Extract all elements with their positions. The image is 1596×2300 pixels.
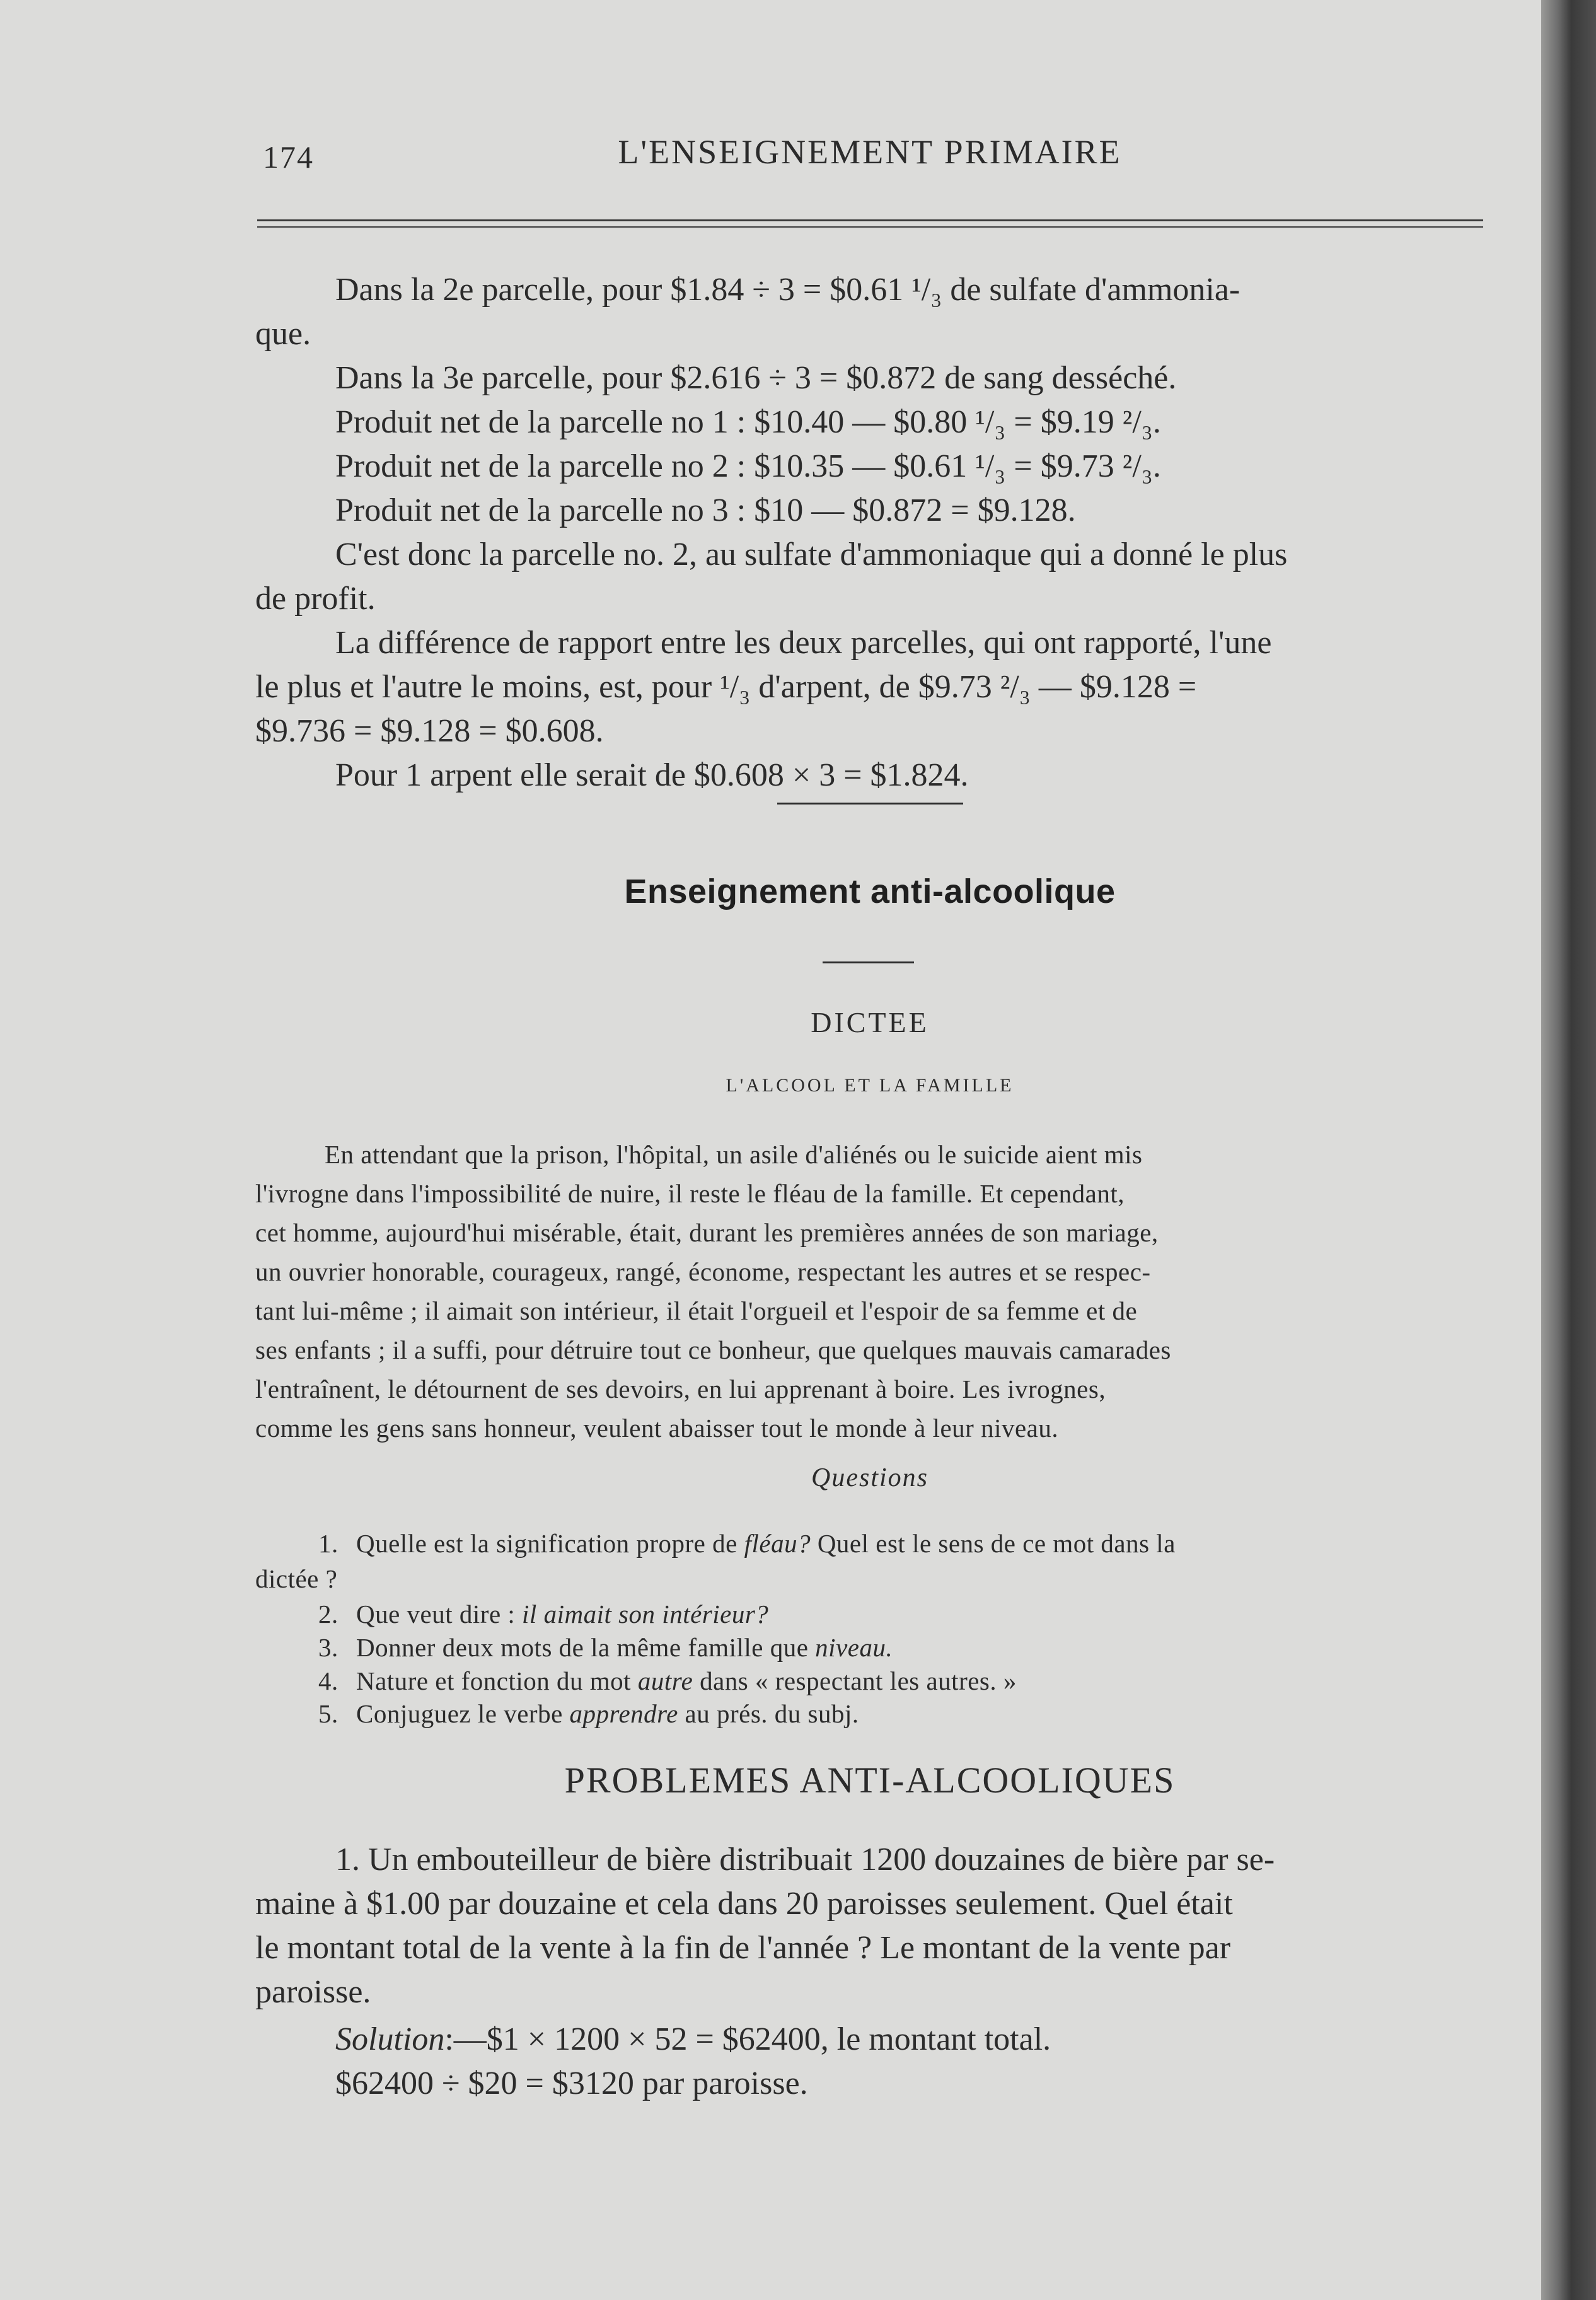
text-line: le montant total de la vente à la fin de l'année ? Le montant de la vente par bbox=[255, 1930, 1231, 1966]
paragraph bbox=[255, 1135, 1484, 1448]
question-item: 1. Quelle est la signification propre de fléau? Quel est le sens de ce mot dans la bbox=[318, 1529, 1176, 1558]
text-line: $9.736 = $9.128 = $0.608. bbox=[255, 713, 604, 749]
question-item: 4. Nature et fonction du mot autre dans « respectant les autres. » bbox=[318, 1666, 1017, 1695]
text-line: En attendant que la prison, l'hôpital, un asile d'aliénés ou le suicide aient mis bbox=[325, 1140, 1143, 1169]
title-divider bbox=[823, 961, 914, 963]
text-line: Pour 1 arpent elle serait de $0.608 × 3 = $1.824. bbox=[335, 757, 969, 793]
text-line: comme les gens sans honneur, veulent abaisser tout le monde à leur niveau. bbox=[255, 1414, 1059, 1443]
section-divider bbox=[777, 803, 963, 804]
text-line: 1. Un embouteilleur de bière distribuait 1200 douzaines de bière par se- bbox=[335, 1842, 1275, 1878]
text-line: maine à $1.00 par douzaine et cela dans 20 paroisses seulement. Quel était bbox=[255, 1886, 1233, 1922]
solution-line: Solution:—$1 × 1200 × 52 = $62400, le montant total. bbox=[335, 2021, 1051, 2057]
text-line: tant lui-même ; il aimait son intérieur, il était l'orgueil et l'espoir de sa femme et de bbox=[255, 1296, 1138, 1325]
text-line: Produit net de la parcelle no 2 : $10.35 — $0.61 ¹/₃ = $9.73 ²/₃. bbox=[335, 448, 1161, 484]
paragraph bbox=[255, 268, 1484, 798]
text-line: Dans la 2e parcelle, pour $1.84 ÷ 3 = $0.61 ¹/₃ de sulfate d'ammonia- bbox=[335, 272, 1240, 308]
solution-line: $62400 ÷ $20 = $3120 par paroisse. bbox=[335, 2065, 808, 2101]
question-item: 3. Donner deux mots de la même famille que niveau. bbox=[318, 1633, 893, 1662]
text-line: C'est donc la parcelle no. 2, au sulfate d'ammoniaque qui a donné le plus bbox=[335, 537, 1288, 572]
text-line: ses enfants ; il a suffi, pour détruire tout ce bonheur, que quelques mauvais camarades bbox=[255, 1335, 1171, 1364]
running-head: L'ENSEIGNEMENT PRIMAIRE bbox=[618, 133, 1122, 171]
questions-title: Questions bbox=[811, 1463, 928, 1492]
text-line: Dans la 3e parcelle, pour $2.616 ÷ 3 = $0.872 de sang desséché. bbox=[335, 360, 1177, 396]
text-line: Produit net de la parcelle no 1 : $10.40 — $0.80 ¹/₃ = $9.19 ²/₃. bbox=[335, 404, 1161, 440]
solution-block bbox=[255, 2018, 1484, 2106]
text-line: paroisse. bbox=[255, 1974, 371, 2010]
dictee-title: DICTEE bbox=[811, 1006, 929, 1038]
text-line: l'entraînent, le détournent de ses devoirs, en lui apprenant à boire. Les ivrognes, bbox=[255, 1374, 1106, 1403]
header-rule bbox=[257, 219, 1483, 228]
dictee-text bbox=[255, 1135, 1484, 1448]
question-item: 2. Que veut dire : il aimait son intérieur? bbox=[318, 1600, 769, 1629]
question-item: 5. Conjuguez le verbe apprendre au prés. du subj. bbox=[318, 1699, 859, 1728]
paragraph bbox=[255, 2018, 1484, 2106]
text-line: de profit. bbox=[255, 581, 376, 617]
dictee-subtitle: L'ALCOOL ET LA FAMILLE bbox=[726, 1075, 1014, 1096]
problems-title: PROBLEMES ANTI-ALCOOLIQUES bbox=[564, 1760, 1176, 1801]
text-line: que. bbox=[255, 316, 311, 352]
book-edge bbox=[1541, 0, 1596, 2300]
page-header bbox=[255, 126, 1484, 177]
problem-text bbox=[255, 1838, 1484, 2014]
solution-label: Solution bbox=[335, 2021, 445, 2057]
text-line: l'ivrogne dans l'impossibilité de nuire, il reste le fléau de la famille. Et cependant, bbox=[255, 1179, 1125, 1208]
text-line: un ouvrier honorable, courageux, rangé, économe, respectant les autres et se respec- bbox=[255, 1257, 1151, 1286]
section-title: Enseignement anti-alcoolique bbox=[624, 873, 1116, 910]
text-line: Produit net de la parcelle no 3 : $10 — $0.872 = $9.128. bbox=[335, 492, 1076, 528]
text-line: le plus et l'autre le moins, est, pour ¹/₃ d'arpent, de $9.73 ²/₃ — $9.128 = bbox=[255, 669, 1197, 705]
text-line: La différence de rapport entre les deux parcelles, qui ont rapporté, l'une bbox=[335, 625, 1272, 661]
paragraph bbox=[255, 1838, 1484, 2014]
calculation-block bbox=[255, 268, 1484, 798]
question-item: dictée ? bbox=[255, 1564, 338, 1593]
text-line: cet homme, aujourd'hui misérable, était, durant les premières années de son mariage, bbox=[255, 1218, 1159, 1247]
page-number: 174 bbox=[263, 139, 314, 175]
